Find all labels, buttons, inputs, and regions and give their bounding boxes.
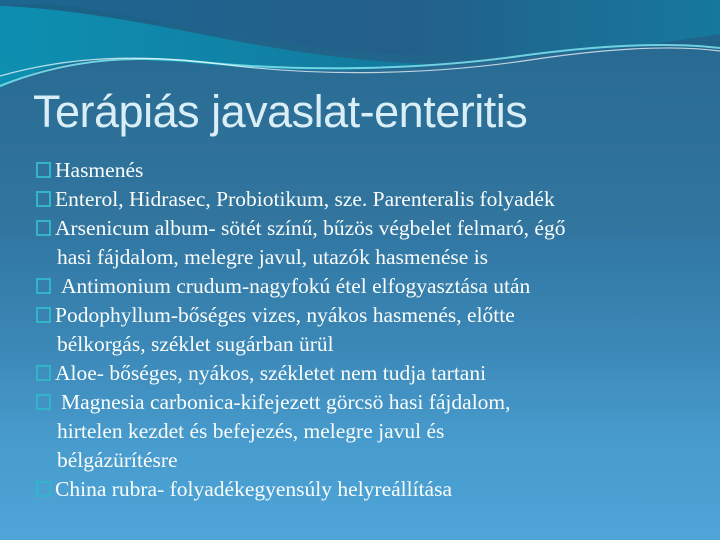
- bullet-line-first: [36, 388, 712, 417]
- bullet-text: bélgázürítésre: [57, 448, 178, 472]
- bullet-text: Magnesia carbonica-kifejezett görcsö hasi fájdalom,: [61, 390, 511, 414]
- bullet-item: [36, 156, 712, 185]
- bullet-item: [36, 272, 712, 301]
- bullet-line-first: [36, 156, 712, 185]
- bullet-text: Aloe- bőséges, nyákos, székletet nem tudja tartani: [55, 361, 487, 385]
- bullet-line-first: [36, 272, 712, 301]
- bullet-line-continuation: [36, 446, 712, 475]
- bullet-line-first: [36, 359, 712, 388]
- bullet-text: Arsenicum album- sötét színű, bűzös végbelet felmaró, égő: [55, 216, 566, 240]
- bullet-text: Enterol, Hidrasec, Probiotikum, sze. Parenteralis folyadék: [55, 187, 555, 211]
- bullet-line-first: [36, 185, 712, 214]
- bullet-square-icon: [36, 162, 51, 178]
- bullet-text: Hasmenés: [55, 158, 144, 182]
- bullet-square-icon: [36, 365, 51, 381]
- bullet-square-icon: [36, 481, 51, 497]
- slide-title: Terápiás javaslat-enteritis: [33, 86, 528, 137]
- bullet-line-continuation: [36, 417, 712, 446]
- bullet-line-continuation: [36, 243, 712, 272]
- bullet-square-icon: [36, 191, 51, 207]
- bullet-line-first: [36, 214, 712, 243]
- bullet-text: bélkorgás, széklet sugárban ürül: [57, 332, 334, 356]
- slide-body: [36, 156, 712, 504]
- bullet-item: [36, 359, 712, 388]
- bullet-square-icon: [36, 220, 51, 236]
- bullet-text: China rubra- folyadékegyensúly helyreállítása: [55, 477, 453, 501]
- bullet-square-icon: [36, 278, 51, 294]
- bullet-item: [36, 185, 712, 214]
- bullet-text: hasi fájdalom, melegre javul, utazók hasmenése is: [57, 245, 489, 269]
- bullet-item: [36, 388, 712, 475]
- bullet-item: [36, 301, 712, 359]
- bullet-item: [36, 214, 712, 272]
- bullet-line-first: [36, 475, 712, 504]
- bullet-text: Antimonium crudum-nagyfokú étel elfogyasztása után: [61, 274, 531, 298]
- bullet-item: [36, 475, 712, 504]
- bullet-square-icon: [36, 394, 51, 410]
- bullet-square-icon: [36, 307, 51, 323]
- bullet-line-first: [36, 301, 712, 330]
- bullet-text: Podophyllum-bőséges vizes, nyákos hasmenés, előtte: [55, 303, 515, 327]
- bullet-text: hirtelen kezdet és befejezés, melegre javul és: [57, 419, 445, 443]
- bullet-line-continuation: [36, 330, 712, 359]
